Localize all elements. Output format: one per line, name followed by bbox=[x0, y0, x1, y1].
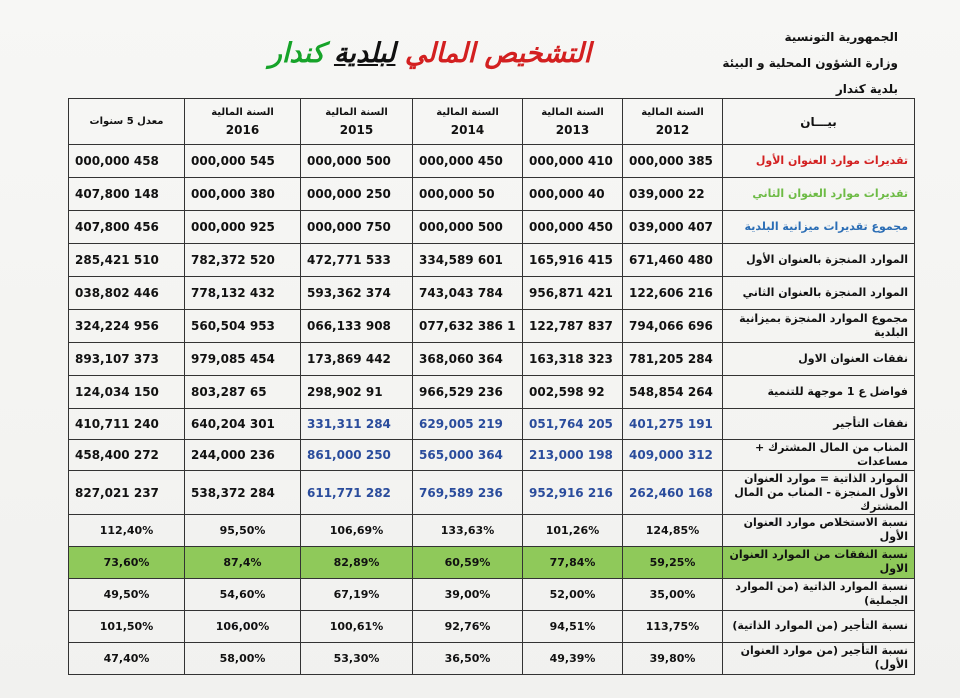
table-cell: 784 743,043 bbox=[413, 277, 523, 310]
table-cell: 282 611,771 bbox=[301, 471, 413, 514]
table-cell: 510 285,421 bbox=[69, 244, 185, 277]
table-cell: 191 401,275 bbox=[623, 409, 723, 440]
table-cell: 53,30% bbox=[301, 642, 413, 674]
table-cell: 520 782,372 bbox=[185, 244, 301, 277]
financial-table-wrapper bbox=[68, 98, 914, 675]
table-cell: 101,50% bbox=[69, 610, 185, 642]
table-row bbox=[69, 514, 915, 546]
table-cell: 364 565,000 bbox=[413, 440, 523, 471]
table-cell: 168 262,460 bbox=[623, 471, 723, 514]
table-cell: 284 538,372 bbox=[185, 471, 301, 514]
table-cell: 272 458,400 bbox=[69, 440, 185, 471]
page-title bbox=[250, 38, 610, 69]
table-cell: 47,40% bbox=[69, 642, 185, 674]
table-row bbox=[69, 178, 915, 211]
title-word-4: كندار bbox=[268, 38, 325, 69]
table-cell: 415 165,916 bbox=[523, 244, 623, 277]
table-cell: 216 122,606 bbox=[623, 277, 723, 310]
table-cell: 284 331,311 bbox=[301, 409, 413, 440]
table-cell: 500 000,000 bbox=[413, 211, 523, 244]
table-cell: 380 000,000 bbox=[185, 178, 301, 211]
header-col-average: معدل 5 سنوات bbox=[69, 99, 185, 145]
table-cell: 385 000,000 bbox=[623, 145, 723, 178]
table-cell: 106,69% bbox=[301, 514, 413, 546]
table-cell: 236 244,000 bbox=[185, 440, 301, 471]
table-cell: 407 039,000 bbox=[623, 211, 723, 244]
table-cell: 106,00% bbox=[185, 610, 301, 642]
header-country: الجمهورية التونسية bbox=[784, 30, 898, 44]
table-row bbox=[69, 471, 915, 514]
table-row bbox=[69, 376, 915, 409]
table-cell: 205 051,764 bbox=[523, 409, 623, 440]
title-word-2: المالي bbox=[404, 38, 476, 69]
row-label: الموارد المنجزة بالعنوان الأول bbox=[723, 244, 915, 277]
table-cell: 450 000,000 bbox=[523, 211, 623, 244]
title-word-3: لبلدية bbox=[333, 38, 396, 69]
table-cell: 67,19% bbox=[301, 578, 413, 610]
header-municipality: بلدية كندار bbox=[835, 82, 898, 96]
table-row bbox=[69, 610, 915, 642]
row-label: مجموع تقديرات ميزانية البلدية bbox=[723, 211, 915, 244]
row-label: الموارد المنجزة بالعنوان الثاني bbox=[723, 277, 915, 310]
table-cell: 92,76% bbox=[413, 610, 523, 642]
table-cell: 36,50% bbox=[413, 642, 523, 674]
table-cell: 374 593,362 bbox=[301, 277, 413, 310]
table-cell: 49,39% bbox=[523, 642, 623, 674]
table-cell: 101,26% bbox=[523, 514, 623, 546]
table-cell: 837 122,787 bbox=[523, 310, 623, 343]
table-cell: 49,50% bbox=[69, 578, 185, 610]
row-label: فواضل ع 1 موجهة للتنمية bbox=[723, 376, 915, 409]
table-cell: 100,61% bbox=[301, 610, 413, 642]
table-cell: 73,60% bbox=[69, 546, 185, 578]
table-header-row bbox=[69, 99, 915, 145]
header-col-2016: السنة المالية 2016 bbox=[185, 99, 301, 145]
table-cell: 54,60% bbox=[185, 578, 301, 610]
financial-table bbox=[68, 98, 915, 675]
header-col-2012: السنة المالية 2012 bbox=[623, 99, 723, 145]
table-row bbox=[69, 440, 915, 471]
table-cell: 364 368,060 bbox=[413, 343, 523, 376]
table-cell: 236 769,589 bbox=[413, 471, 523, 514]
table-cell: 65 803,287 bbox=[185, 376, 301, 409]
table-cell: 216 952,916 bbox=[523, 471, 623, 514]
header-label-column: بيـــان bbox=[723, 99, 915, 145]
table-cell: 240 410,711 bbox=[69, 409, 185, 440]
table-cell: 82,89% bbox=[301, 546, 413, 578]
table-cell: 454 979,085 bbox=[185, 343, 301, 376]
table-cell: 450 000,000 bbox=[413, 145, 523, 178]
row-label: الموارد الذاتية = موارد العنوان الأول المنجزة - المناب من المال المشترك bbox=[723, 471, 915, 514]
table-cell: 545 000,000 bbox=[185, 145, 301, 178]
table-cell: 113,75% bbox=[623, 610, 723, 642]
table-cell: 250 861,000 bbox=[301, 440, 413, 471]
row-label: نسبة الاستخلاص موارد العنوان الأول bbox=[723, 514, 915, 546]
table-cell: 59,25% bbox=[623, 546, 723, 578]
header-col-2013: السنة المالية 2013 bbox=[523, 99, 623, 145]
table-row bbox=[69, 145, 915, 178]
row-label: نسبة النفقات من الموارد العنوان الاول bbox=[723, 546, 915, 578]
title-word-1: التشخيص bbox=[484, 38, 592, 69]
table-row bbox=[69, 343, 915, 376]
table-cell: 133,63% bbox=[413, 514, 523, 546]
table-cell: 500 000,000 bbox=[301, 145, 413, 178]
table-cell: 112,40% bbox=[69, 514, 185, 546]
table-cell: 148 407,800 bbox=[69, 178, 185, 211]
table-cell: 925 000,000 bbox=[185, 211, 301, 244]
table-cell: 39,80% bbox=[623, 642, 723, 674]
table-cell: 95,50% bbox=[185, 514, 301, 546]
table-cell: 250 000,000 bbox=[301, 178, 413, 211]
institution-header bbox=[722, 28, 898, 106]
table-row bbox=[69, 642, 915, 674]
table-cell: 696 794,066 bbox=[623, 310, 723, 343]
table-cell: 87,4% bbox=[185, 546, 301, 578]
table-cell: 198 213,000 bbox=[523, 440, 623, 471]
row-label: نسبة التأجير (من الموارد الذاتية) bbox=[723, 610, 915, 642]
table-cell: 442 173,869 bbox=[301, 343, 413, 376]
table-row bbox=[69, 244, 915, 277]
header-ministry: وزارة الشؤون المحلية و البيئة bbox=[722, 56, 898, 70]
table-cell: 40 000,000 bbox=[523, 178, 623, 211]
table-cell: 77,84% bbox=[523, 546, 623, 578]
header-col-2014: السنة المالية 2014 bbox=[413, 99, 523, 145]
table-row bbox=[69, 409, 915, 440]
row-label: تقديرات موارد العنوان الثاني bbox=[723, 178, 915, 211]
row-label: نسبة الموارد الذاتية (من الموارد الجملية) bbox=[723, 578, 915, 610]
table-cell: 35,00% bbox=[623, 578, 723, 610]
row-label: تقديرات موارد العنوان الأول bbox=[723, 145, 915, 178]
table-cell: 284 781,205 bbox=[623, 343, 723, 376]
table-cell: 236 966,529 bbox=[413, 376, 523, 409]
table-cell: 39,00% bbox=[413, 578, 523, 610]
table-cell: 52,00% bbox=[523, 578, 623, 610]
table-cell: 446 038,802 bbox=[69, 277, 185, 310]
table-cell: 58,00% bbox=[185, 642, 301, 674]
table-cell: 50 000,000 bbox=[413, 178, 523, 211]
table-cell: 323 163,318 bbox=[523, 343, 623, 376]
table-cell: 432 778,132 bbox=[185, 277, 301, 310]
table-cell: 150 124,034 bbox=[69, 376, 185, 409]
table-cell: 458 000,000 bbox=[69, 145, 185, 178]
table-cell: 421 956,871 bbox=[523, 277, 623, 310]
table-cell: 456 407,800 bbox=[69, 211, 185, 244]
header-col-2015: السنة المالية 2015 bbox=[301, 99, 413, 145]
table-cell: 953 560,504 bbox=[185, 310, 301, 343]
table-cell: 956 324,224 bbox=[69, 310, 185, 343]
row-label: نفقات التأجير bbox=[723, 409, 915, 440]
table-row bbox=[69, 310, 915, 343]
table-row bbox=[69, 211, 915, 244]
table-cell: 601 334,589 bbox=[413, 244, 523, 277]
table-cell: 373 893,107 bbox=[69, 343, 185, 376]
table-row bbox=[69, 546, 915, 578]
table-cell: 908 066,133 bbox=[301, 310, 413, 343]
row-label: مجموع الموارد المنجزة بميزانية البلدية bbox=[723, 310, 915, 343]
table-cell: 22 039,000 bbox=[623, 178, 723, 211]
table-cell: 94,51% bbox=[523, 610, 623, 642]
table-cell: 264 548,854 bbox=[623, 376, 723, 409]
table-cell: 124,85% bbox=[623, 514, 723, 546]
table-cell: 92 002,598 bbox=[523, 376, 623, 409]
table-cell: 91 298,902 bbox=[301, 376, 413, 409]
table-body bbox=[69, 145, 915, 675]
table-cell: 410 000,000 bbox=[523, 145, 623, 178]
table-cell: 237 827,021 bbox=[69, 471, 185, 514]
table-cell: 301 640,204 bbox=[185, 409, 301, 440]
table-cell: 1 386 077,632 bbox=[413, 310, 523, 343]
row-label: نفقات العنوان الاول bbox=[723, 343, 915, 376]
table-cell: 533 472,771 bbox=[301, 244, 413, 277]
table-cell: 480 671,460 bbox=[623, 244, 723, 277]
table-row bbox=[69, 578, 915, 610]
table-cell: 750 000,000 bbox=[301, 211, 413, 244]
row-label: نسبة التأجير (من موارد العنوان الأول) bbox=[723, 642, 915, 674]
table-cell: 219 629,005 bbox=[413, 409, 523, 440]
table-row bbox=[69, 277, 915, 310]
table-cell: 60,59% bbox=[413, 546, 523, 578]
table-cell: 312 409,000 bbox=[623, 440, 723, 471]
row-label: المناب من المال المشترك + مساعدات bbox=[723, 440, 915, 471]
